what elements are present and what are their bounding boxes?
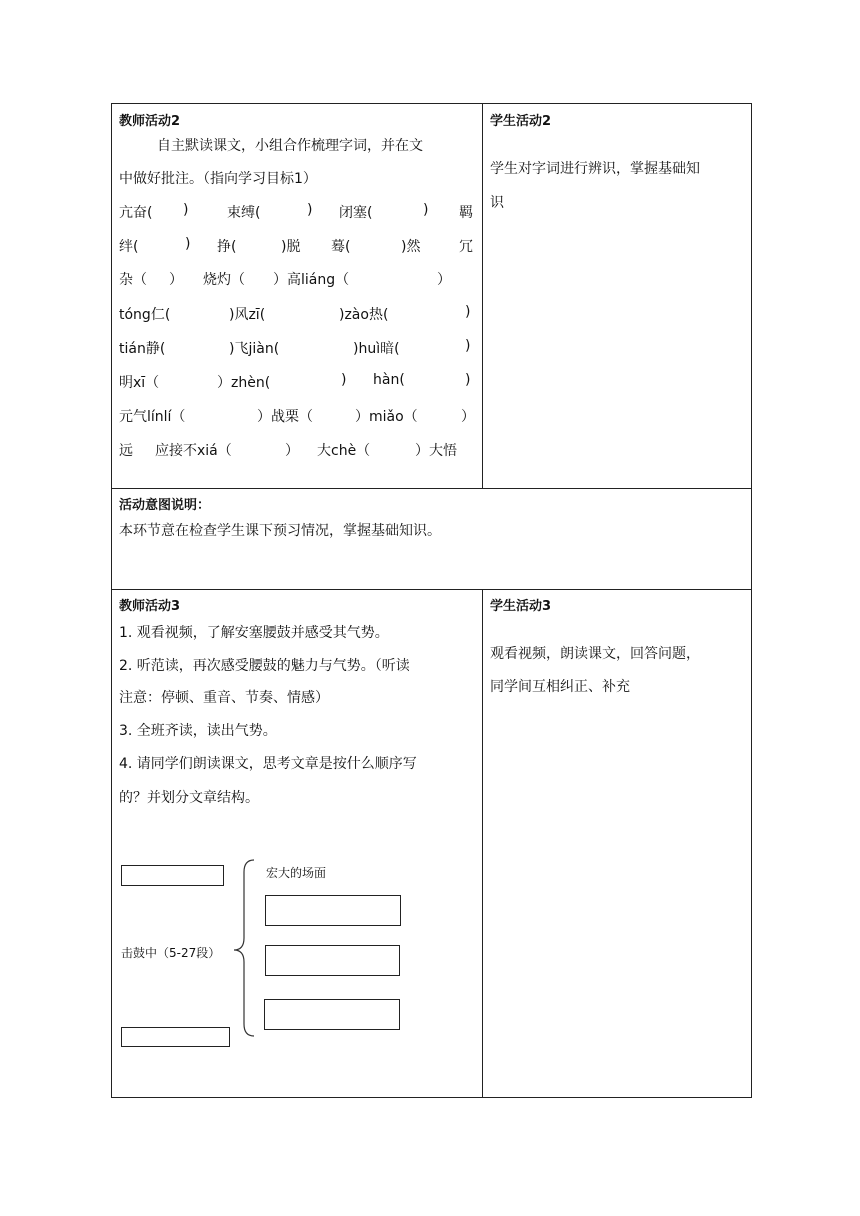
structure-middle-label: 击鼓中（5-27段） [121, 946, 221, 960]
teacher-activity-3-item: 1. 观看视频，了解安塞腰鼓并感受其气势。 [119, 625, 389, 641]
vocab-item: 大chè（ [317, 443, 371, 459]
teacher-activity-3-item: 2. 听范读，再次感受腰鼓的魅力与气势。（听读 [119, 658, 410, 674]
teacher-activity-2-intro-line2: 中做好批注。（指向学习目标1） [119, 171, 317, 187]
vocab-item: 远 [119, 443, 133, 459]
vocab-item: ） [437, 272, 451, 288]
teacher-activity-3-item: 注意：停顿、重音、节奏、情感） [119, 690, 329, 706]
structure-blank-box-branch-3[interactable] [264, 999, 400, 1030]
activity-intent-title: 活动意图说明： [119, 498, 211, 513]
vocab-item: ）大悟 [415, 443, 457, 459]
student-activity-3-line2: 同学间互相纠正、补充 [490, 679, 630, 695]
structure-blank-box-top[interactable] [121, 865, 224, 886]
table-bottom-border [111, 1097, 752, 1098]
vocab-item: ) [465, 304, 471, 320]
vocab-item: ) [183, 202, 189, 218]
vocab-item: ) [341, 372, 347, 388]
row3-column-divider [482, 589, 483, 1098]
student-activity-3-line1: 观看视频，朗读课文，回答问题， [490, 646, 700, 662]
vocab-item: 烧灼（ [203, 272, 245, 288]
vocab-item: )huì暗( [353, 341, 400, 357]
vocab-item: hàn( [373, 372, 405, 388]
vocab-item: ) [185, 236, 191, 252]
vocab-item: ）zhèn( [217, 375, 271, 391]
student-activity-2-line2: 识 [490, 195, 504, 211]
vocab-item: 亢奋( [119, 205, 153, 221]
vocab-item: )风zī( [229, 307, 266, 323]
teacher-activity-3-title: 教师活动3 [119, 599, 181, 614]
teacher-activity-2-title: 教师活动2 [119, 114, 181, 129]
vocab-item: ）战栗（ [257, 409, 313, 425]
vocab-item: )飞jiàn( [229, 341, 280, 357]
teacher-activity-2-intro-line1: 自主默读课文，小组合作梳理字词，并在文 [157, 138, 423, 154]
table-left-border [111, 103, 112, 1098]
vocab-item: ） [169, 272, 183, 288]
teacher-activity-3-item: 3. 全班齐读，读出气势。 [119, 723, 277, 739]
activity-intent-cell [119, 490, 747, 587]
vocab-item: tián静( [119, 341, 166, 357]
vocab-item: 羁 [459, 205, 473, 221]
table-top-border [111, 103, 752, 104]
vocab-item: )脱 [281, 239, 301, 255]
row1-column-divider [482, 103, 483, 489]
vocab-item: )然 [401, 239, 421, 255]
activity-intent-text: 本环节意在检查学生课下预习情况，掌握基础知识。 [119, 523, 441, 539]
vocab-item: )zào热( [339, 307, 389, 323]
structure-blank-box-branch-1[interactable] [265, 895, 401, 926]
structure-branch-top-label: 宏大的场面 [266, 866, 327, 880]
vocab-item: ） [285, 443, 299, 459]
vocab-item: 闭塞( [339, 205, 373, 221]
vocab-item: ）高liáng（ [273, 272, 350, 288]
teacher-activity-3-item: 的？并划分文章结构。 [119, 790, 259, 806]
row2-bottom-border [111, 589, 752, 590]
student-activity-2-line1: 学生对字词进行辨识，掌握基础知 [490, 161, 700, 177]
vocab-item: ) [307, 202, 313, 218]
student-activity-3-cell [490, 591, 748, 1095]
vocab-item: ) [423, 202, 429, 218]
table-right-border [751, 103, 752, 1098]
teacher-activity-2-cell [119, 106, 479, 486]
vocab-item: 杂（ [119, 272, 147, 288]
vocab-item: ) [465, 338, 471, 354]
vocab-item: tóng仁( [119, 307, 171, 323]
row1-bottom-border [111, 488, 752, 489]
student-activity-2-cell [490, 106, 748, 486]
student-activity-2-title: 学生活动2 [490, 114, 552, 129]
structure-blank-box-branch-2[interactable] [265, 945, 400, 976]
vocab-item: 挣( [217, 239, 237, 255]
vocab-item: 蓦( [331, 239, 351, 255]
vocab-item: ）miǎo（ [355, 409, 418, 425]
student-activity-3-title: 学生活动3 [490, 599, 552, 614]
structure-brace [232, 858, 262, 1038]
vocab-item: 明xī（ [119, 375, 160, 391]
vocab-item: 应接不xiá（ [155, 443, 232, 459]
vocab-item: 绊( [119, 239, 139, 255]
vocab-item: ） [461, 409, 475, 425]
vocab-item: ) [465, 372, 471, 388]
vocab-item: 冗 [459, 239, 473, 255]
vocab-item: 束缚( [227, 205, 261, 221]
vocab-item: 元气línlí（ [119, 409, 186, 425]
teacher-activity-3-item: 4. 请同学们朗读课文，思考文章是按什么顺序写 [119, 756, 417, 772]
structure-blank-box-bottom[interactable] [121, 1027, 230, 1047]
